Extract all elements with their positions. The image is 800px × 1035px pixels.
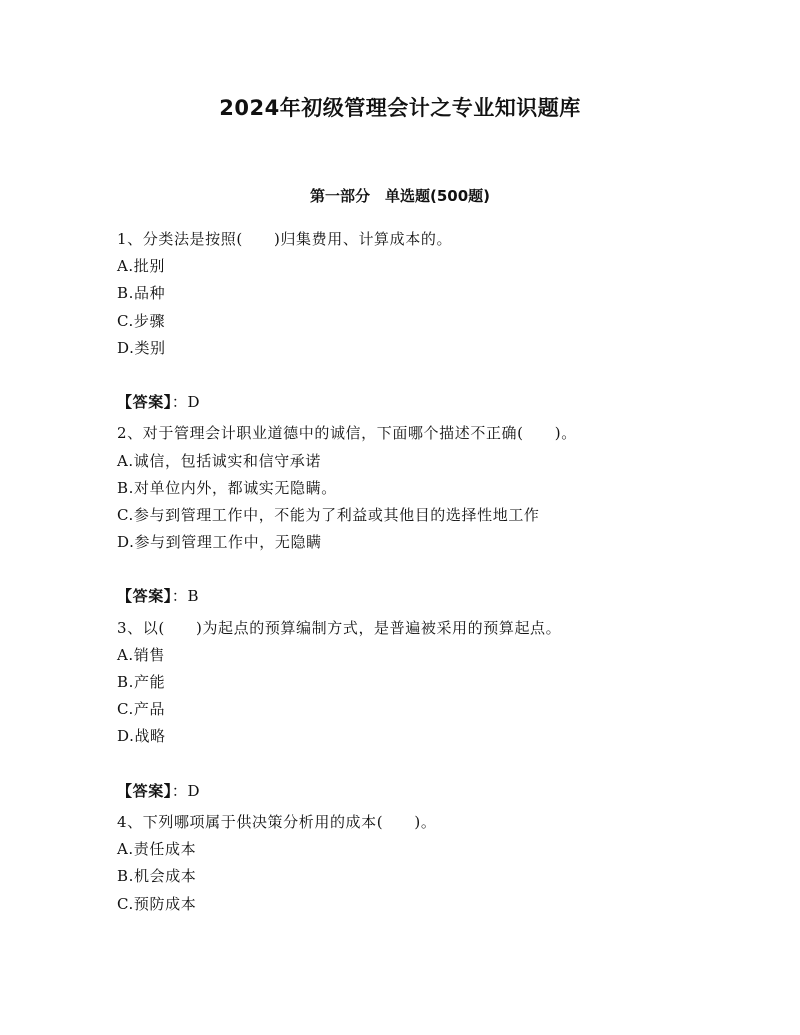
document-title: 2024年初级管理会计之专业知识题库 — [219, 96, 581, 120]
option-b: B.品种 — [117, 284, 166, 303]
question-4 — [117, 809, 717, 918]
answer-value: ：D — [171, 393, 201, 412]
question-3 — [117, 615, 717, 805]
question-stem: 1、分类法是按照( )归集费用、计算成本的。 — [117, 230, 453, 248]
option-c: C.步骤 — [117, 311, 166, 330]
option-a: A.诚信，包括诚实和信守承诺 — [117, 451, 322, 470]
answer-line — [117, 389, 717, 416]
option-d: D.战略 — [117, 727, 166, 746]
option-b: B.机会成本 — [117, 867, 197, 886]
question-2 — [117, 420, 717, 610]
option-c: C.产品 — [117, 700, 166, 719]
option-c: C.预防成本 — [117, 894, 197, 913]
option-a: A.批别 — [117, 257, 166, 276]
option-c: C.参与到管理工作中，不能为了利益或其他目的选择性地工作 — [117, 505, 540, 524]
question-list — [117, 226, 717, 918]
option-a: A.销售 — [117, 645, 166, 664]
question-stem: 3、以( )为起点的预算编制方式，是普遍被采用的预算起点。 — [117, 618, 562, 637]
question-1 — [117, 226, 717, 416]
answer-label: 【答案】 — [117, 587, 172, 606]
option-b: B.对单位内外，都诚实无隐瞒。 — [117, 478, 337, 497]
answer-line — [117, 778, 717, 805]
answer-label: 【答案】 — [117, 393, 172, 412]
option-b: B.产能 — [117, 673, 166, 691]
answer-label: 【答案】 — [117, 781, 172, 800]
question-stem: 2、对于管理会计职业道德中的诚信，下面哪个描述不正确( )。 — [117, 424, 577, 443]
option-d: D.参与到管理工作中，无隐瞒 — [117, 533, 322, 552]
answer-value: ：B — [171, 587, 200, 606]
section-title: 第一部分 单选题(500题) — [309, 187, 491, 205]
option-d: D.类别 — [117, 338, 166, 357]
option-a: A.责任成本 — [117, 840, 197, 859]
question-stem: 4、下列哪项属于供决策分析用的成本( )。 — [117, 812, 437, 831]
answer-line — [117, 583, 717, 610]
answer-value: ：D — [171, 781, 201, 800]
